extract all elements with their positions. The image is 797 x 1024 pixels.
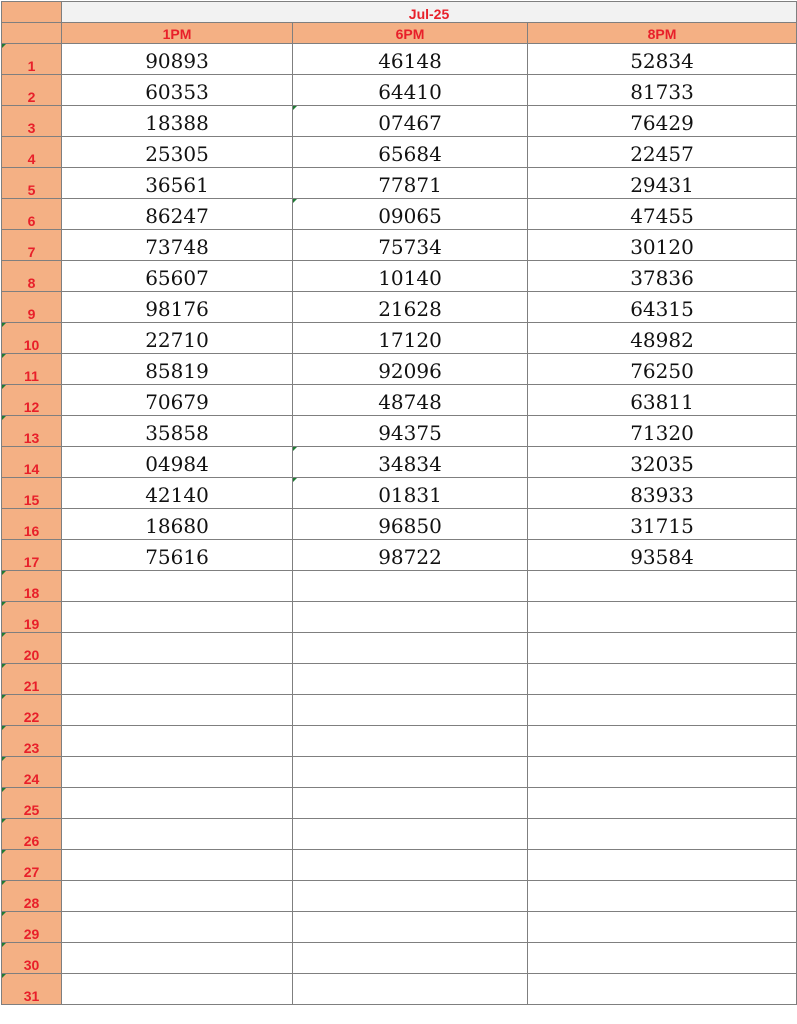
row-number[interactable]: [2, 478, 62, 509]
result-cell-8pm[interactable]: [528, 664, 797, 695]
result-cell-6pm[interactable]: [293, 695, 528, 726]
row-number-label: 6: [27, 213, 36, 229]
row-number-label: 25: [23, 802, 40, 818]
cell-indicator-icon: [293, 199, 297, 203]
result-value: 64410: [378, 80, 442, 104]
result-value: 75734: [378, 235, 442, 259]
result-value: 47455: [630, 204, 694, 228]
result-value: 18388: [145, 111, 209, 135]
row-number[interactable]: [2, 540, 62, 571]
result-value: 65607: [145, 266, 209, 290]
result-value: 36561: [145, 173, 209, 197]
result-cell-6pm[interactable]: [293, 168, 528, 199]
result-value: 98176: [145, 297, 209, 321]
row-number-label: 10: [23, 337, 40, 353]
result-value: 04984: [145, 452, 209, 476]
row-number[interactable]: [2, 912, 62, 943]
month-title[interactable]: Jul-25: [62, 2, 797, 23]
result-value: 63811: [630, 390, 694, 414]
column-header-row: [2, 23, 797, 44]
result-value: 71320: [630, 421, 694, 445]
result-cell-8pm[interactable]: [528, 509, 797, 540]
row-number-label: 28: [23, 895, 40, 911]
result-cell-8pm[interactable]: [528, 757, 797, 788]
result-cell-1pm[interactable]: [62, 323, 293, 354]
result-value: 21628: [378, 297, 442, 321]
cell-indicator-icon: [2, 385, 6, 389]
table-row: [2, 385, 797, 416]
result-value: 70679: [145, 390, 209, 414]
row-number-label: 24: [23, 771, 40, 787]
result-cell-6pm[interactable]: [293, 416, 528, 447]
cell-indicator-icon: [2, 850, 6, 854]
result-value: 09065: [378, 204, 442, 228]
result-cell-1pm[interactable]: [62, 509, 293, 540]
row-number-label: 16: [23, 523, 40, 539]
result-cell-6pm[interactable]: [293, 850, 528, 881]
column-header-6pm[interactable]: 6PM: [293, 23, 528, 44]
result-cell-1pm[interactable]: [62, 974, 293, 1005]
table-row: [2, 168, 797, 199]
result-value: 30120: [630, 235, 694, 259]
result-cell-1pm[interactable]: [62, 757, 293, 788]
result-value: 22457: [630, 142, 694, 166]
result-value: 25305: [145, 142, 209, 166]
result-cell-1pm[interactable]: [62, 385, 293, 416]
result-cell-6pm[interactable]: [293, 819, 528, 850]
cell-indicator-icon: [293, 447, 297, 451]
result-cell-8pm[interactable]: [528, 881, 797, 912]
row-number[interactable]: [2, 447, 62, 478]
result-value: 75616: [145, 545, 209, 569]
result-cell-1pm[interactable]: [62, 416, 293, 447]
row-number[interactable]: [2, 416, 62, 447]
table-row: [2, 633, 797, 664]
result-cell-6pm[interactable]: [293, 106, 528, 137]
result-cell-1pm[interactable]: [62, 106, 293, 137]
result-cell-6pm[interactable]: [293, 602, 528, 633]
cell-indicator-icon: [2, 943, 6, 947]
row-number-label: 9: [27, 306, 36, 322]
result-cell-6pm[interactable]: [293, 261, 528, 292]
result-cell-1pm[interactable]: [62, 75, 293, 106]
result-value: 93584: [630, 545, 694, 569]
result-cell-8pm[interactable]: [528, 447, 797, 478]
result-cell-8pm[interactable]: [528, 571, 797, 602]
result-cell-1pm[interactable]: [62, 819, 293, 850]
row-number[interactable]: [2, 633, 62, 664]
row-number-label: 21: [23, 678, 40, 694]
result-cell-8pm[interactable]: [528, 974, 797, 1005]
result-cell-8pm[interactable]: [528, 44, 797, 75]
row-number[interactable]: [2, 509, 62, 540]
row-number-label: 27: [23, 864, 40, 880]
result-cell-1pm[interactable]: [62, 478, 293, 509]
result-value: 60353: [145, 80, 209, 104]
result-cell-1pm[interactable]: [62, 788, 293, 819]
result-value: 52834: [630, 49, 694, 73]
result-cell-8pm[interactable]: [528, 819, 797, 850]
result-cell-8pm[interactable]: [528, 912, 797, 943]
row-number[interactable]: [2, 199, 62, 230]
table-row: [2, 571, 797, 602]
column-header-1pm[interactable]: 1PM: [62, 23, 293, 44]
result-cell-6pm[interactable]: [293, 385, 528, 416]
table-row: [2, 199, 797, 230]
row-number-label: 12: [23, 399, 40, 415]
table-row: [2, 974, 797, 1005]
cell-indicator-icon: [2, 664, 6, 668]
row-number-label: 4: [27, 151, 36, 167]
cell-indicator-icon: [2, 44, 6, 48]
result-cell-6pm[interactable]: [293, 540, 528, 571]
row-number[interactable]: [2, 44, 62, 75]
result-value: 85819: [145, 359, 209, 383]
result-cell-1pm[interactable]: [62, 571, 293, 602]
table-row: [2, 695, 797, 726]
cell-indicator-icon: [2, 757, 6, 761]
table-row: [2, 75, 797, 106]
cell-indicator-icon: [2, 726, 6, 730]
result-cell-6pm[interactable]: [293, 757, 528, 788]
row-number[interactable]: [2, 75, 62, 106]
row-number[interactable]: [2, 974, 62, 1005]
result-value: 10140: [378, 266, 442, 290]
table-row: [2, 106, 797, 137]
row-number-label: 7: [27, 244, 36, 260]
result-value: 65684: [378, 142, 442, 166]
row-number-label: 8: [27, 275, 36, 291]
result-value: 77871: [378, 173, 442, 197]
row-number-label: 2: [27, 89, 36, 105]
table-row: [2, 137, 797, 168]
result-value: 29431: [630, 173, 694, 197]
result-cell-8pm[interactable]: [528, 75, 797, 106]
result-cell-8pm[interactable]: [528, 292, 797, 323]
row-number[interactable]: [2, 695, 62, 726]
result-cell-1pm[interactable]: [62, 447, 293, 478]
result-cell-1pm[interactable]: [62, 912, 293, 943]
result-cell-6pm[interactable]: [293, 323, 528, 354]
result-value: 81733: [630, 80, 694, 104]
row-number[interactable]: [2, 571, 62, 602]
result-cell-8pm[interactable]: [528, 478, 797, 509]
result-value: 22710: [145, 328, 209, 352]
result-cell-6pm[interactable]: [293, 199, 528, 230]
result-cell-8pm[interactable]: [528, 354, 797, 385]
result-value: 48982: [630, 328, 694, 352]
result-cell-6pm[interactable]: [293, 292, 528, 323]
table-row: [2, 44, 797, 75]
table-row: [2, 478, 797, 509]
result-value: 34834: [378, 452, 442, 476]
cell-indicator-icon: [2, 912, 6, 916]
result-value: 76250: [630, 359, 694, 383]
result-cell-8pm[interactable]: [528, 261, 797, 292]
result-cell-1pm[interactable]: [62, 230, 293, 261]
row-number[interactable]: [2, 168, 62, 199]
result-value: 94375: [378, 421, 442, 445]
row-number[interactable]: [2, 292, 62, 323]
result-cell-1pm[interactable]: [62, 664, 293, 695]
result-cell-8pm[interactable]: [528, 230, 797, 261]
row-number[interactable]: [2, 354, 62, 385]
result-cell-1pm[interactable]: [62, 695, 293, 726]
result-cell-6pm[interactable]: [293, 137, 528, 168]
result-cell-8pm[interactable]: [528, 633, 797, 664]
row-number-label: 30: [23, 957, 40, 973]
corner-cell[interactable]: [2, 23, 62, 44]
cell-indicator-icon: [2, 788, 6, 792]
cell-indicator-icon: [2, 881, 6, 885]
cell-indicator-icon: [2, 974, 6, 978]
result-cell-6pm[interactable]: [293, 571, 528, 602]
result-value: 98722: [378, 545, 442, 569]
result-cell-1pm[interactable]: [62, 850, 293, 881]
result-cell-8pm[interactable]: [528, 943, 797, 974]
result-value: 48748: [378, 390, 442, 414]
row-number[interactable]: [2, 881, 62, 912]
result-value: 32035: [630, 452, 694, 476]
result-cell-1pm[interactable]: [62, 602, 293, 633]
row-number-label: 29: [23, 926, 40, 942]
row-number-label: 26: [23, 833, 40, 849]
row-number[interactable]: [2, 943, 62, 974]
result-cell-8pm[interactable]: [528, 106, 797, 137]
result-cell-8pm[interactable]: [528, 416, 797, 447]
row-number-label: 20: [23, 647, 40, 663]
table-row: [2, 788, 797, 819]
table-row: [2, 447, 797, 478]
result-cell-6pm[interactable]: [293, 943, 528, 974]
result-value: 18680: [145, 514, 209, 538]
row-number-label: 15: [23, 492, 40, 508]
result-value: 86247: [145, 204, 209, 228]
result-cell-6pm[interactable]: [293, 354, 528, 385]
table-row: [2, 726, 797, 757]
table-row: [2, 261, 797, 292]
row-number[interactable]: [2, 323, 62, 354]
result-value: 96850: [378, 514, 442, 538]
result-cell-1pm[interactable]: [62, 540, 293, 571]
table-row: [2, 540, 797, 571]
table-row: [2, 912, 797, 943]
cell-indicator-icon: [2, 819, 6, 823]
result-value: 46148: [378, 49, 442, 73]
result-cell-6pm[interactable]: [293, 447, 528, 478]
table-row: [2, 416, 797, 447]
row-number[interactable]: [2, 602, 62, 633]
month-header-row: [2, 2, 797, 23]
result-cell-6pm[interactable]: [293, 664, 528, 695]
cell-indicator-icon: [2, 695, 6, 699]
results-spreadsheet: [1, 1, 797, 1005]
row-number-label: 22: [23, 709, 40, 725]
result-cell-6pm[interactable]: [293, 912, 528, 943]
row-number-label: 17: [23, 554, 40, 570]
result-cell-8pm[interactable]: [528, 850, 797, 881]
result-cell-1pm[interactable]: [62, 943, 293, 974]
row-number[interactable]: [2, 757, 62, 788]
cell-indicator-icon: [2, 633, 6, 637]
row-number-label: 5: [27, 182, 36, 198]
cell-indicator-icon: [293, 106, 297, 110]
table-row: [2, 850, 797, 881]
row-number[interactable]: [2, 137, 62, 168]
row-number-label: 3: [27, 120, 36, 136]
column-header-8pm[interactable]: 8PM: [528, 23, 797, 44]
result-cell-6pm[interactable]: [293, 230, 528, 261]
result-cell-8pm[interactable]: [528, 168, 797, 199]
table-row: [2, 354, 797, 385]
row-number-label: 1: [27, 58, 36, 74]
row-number-label: 14: [23, 461, 40, 477]
row-number[interactable]: [2, 819, 62, 850]
result-cell-8pm[interactable]: [528, 199, 797, 230]
row-number-label: 31: [23, 988, 40, 1004]
row-number-label: 23: [23, 740, 40, 756]
row-number[interactable]: [2, 664, 62, 695]
result-cell-6pm[interactable]: [293, 478, 528, 509]
row-number-label: 19: [23, 616, 40, 632]
row-number[interactable]: [2, 850, 62, 881]
result-cell-6pm[interactable]: [293, 75, 528, 106]
table-row: [2, 230, 797, 261]
result-cell-1pm[interactable]: [62, 261, 293, 292]
result-cell-1pm[interactable]: [62, 881, 293, 912]
result-value: 01831: [378, 483, 442, 507]
result-value: 64315: [630, 297, 694, 321]
row-number[interactable]: [2, 385, 62, 416]
result-value: 76429: [630, 111, 694, 135]
result-cell-1pm[interactable]: [62, 633, 293, 664]
row-number-label: 18: [23, 585, 40, 601]
result-cell-8pm[interactable]: [528, 385, 797, 416]
result-value: 90893: [145, 49, 209, 73]
cell-indicator-icon: [2, 602, 6, 606]
row-number[interactable]: [2, 106, 62, 137]
row-number[interactable]: [2, 230, 62, 261]
result-cell-8pm[interactable]: [528, 137, 797, 168]
table-row: [2, 509, 797, 540]
result-value: 42140: [145, 483, 209, 507]
cell-indicator-icon: [2, 354, 6, 358]
cell-indicator-icon: [2, 323, 6, 327]
result-cell-8pm[interactable]: [528, 695, 797, 726]
result-cell-1pm[interactable]: [62, 292, 293, 323]
result-value: 37836: [630, 266, 694, 290]
corner-cell[interactable]: [2, 2, 62, 23]
result-cell-6pm[interactable]: [293, 633, 528, 664]
result-cell-8pm[interactable]: [528, 540, 797, 571]
result-value: 35858: [145, 421, 209, 445]
result-cell-6pm[interactable]: [293, 881, 528, 912]
result-value: 92096: [378, 359, 442, 383]
result-value: 73748: [145, 235, 209, 259]
row-number[interactable]: [2, 788, 62, 819]
table-row: [2, 323, 797, 354]
row-number-label: 11: [24, 368, 39, 384]
result-value: 17120: [378, 328, 442, 352]
table-row: [2, 664, 797, 695]
result-cell-8pm[interactable]: [528, 323, 797, 354]
result-value: 07467: [378, 111, 442, 135]
result-cell-1pm[interactable]: [62, 137, 293, 168]
result-cell-6pm[interactable]: [293, 974, 528, 1005]
table-row: [2, 943, 797, 974]
cell-indicator-icon: [293, 478, 297, 482]
result-value: 31715: [630, 514, 694, 538]
result-cell-1pm[interactable]: [62, 354, 293, 385]
table-row: [2, 819, 797, 850]
table-row: [2, 757, 797, 788]
cell-indicator-icon: [2, 416, 6, 420]
result-cell-1pm[interactable]: [62, 726, 293, 757]
result-value: 83933: [630, 483, 694, 507]
result-cell-1pm[interactable]: [62, 44, 293, 75]
row-number[interactable]: [2, 726, 62, 757]
result-cell-8pm[interactable]: [528, 788, 797, 819]
result-cell-8pm[interactable]: [528, 602, 797, 633]
result-cell-1pm[interactable]: [62, 168, 293, 199]
result-cell-6pm[interactable]: [293, 44, 528, 75]
result-cell-1pm[interactable]: [62, 199, 293, 230]
result-cell-6pm[interactable]: [293, 726, 528, 757]
result-cell-6pm[interactable]: [293, 788, 528, 819]
cell-indicator-icon: [2, 571, 6, 575]
row-number[interactable]: [2, 261, 62, 292]
row-number-label: 13: [23, 430, 40, 446]
table-row: [2, 292, 797, 323]
table-row: [2, 881, 797, 912]
result-cell-8pm[interactable]: [528, 726, 797, 757]
result-cell-6pm[interactable]: [293, 509, 528, 540]
table-row: [2, 602, 797, 633]
